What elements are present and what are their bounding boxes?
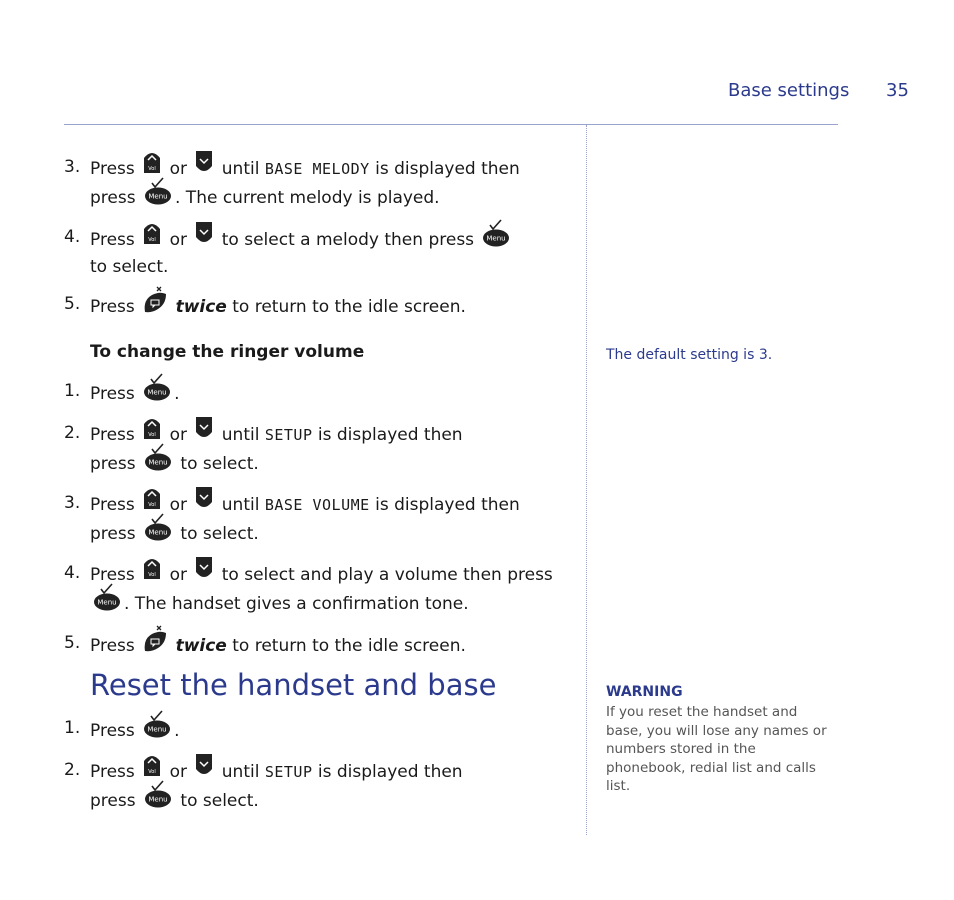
step-text: . [174, 384, 180, 404]
vol-up-icon [142, 220, 162, 254]
reset-steps [64, 716, 564, 828]
svg-text:Menu: Menu [147, 388, 167, 397]
warning-title: WARNING [606, 684, 683, 700]
sidebar-note: The default setting is 3. [606, 347, 773, 363]
list-item [64, 561, 564, 619]
step-text: or [169, 495, 187, 515]
step-number: 3. [64, 157, 81, 177]
menu-tick-icon [143, 513, 173, 549]
step-text: or [169, 565, 187, 585]
lcd-text: BASE MELODY [264, 160, 370, 178]
step-text: Press [90, 297, 135, 317]
step-number: 5. [64, 633, 81, 653]
step-text: Press [90, 425, 135, 445]
list-item [64, 631, 564, 661]
vol-down-icon [194, 220, 214, 254]
step-text: press [90, 188, 136, 208]
step-text: to select. [180, 791, 259, 811]
step-text: to select. [180, 454, 259, 474]
lcd-text: BASE VOLUME [264, 496, 370, 514]
svg-text:Menu: Menu [147, 725, 167, 734]
vol-down-icon [194, 555, 214, 589]
step-number: 4. [64, 227, 81, 247]
step-text: Press [90, 159, 135, 179]
step-text: to select a melody then press [221, 230, 475, 250]
vol-up-icon [142, 555, 162, 589]
list-item [64, 379, 564, 409]
lcd-text: SETUP [264, 426, 313, 444]
step-text: until [221, 425, 260, 445]
step-text: press [90, 454, 136, 474]
step-text: until [221, 159, 260, 179]
menu-tick-icon [143, 780, 173, 816]
step-text: is displayed then [375, 159, 520, 179]
end-call-icon [142, 286, 168, 322]
section-subheading: To change the ringer volume [90, 342, 365, 362]
step-text: . [174, 721, 180, 741]
step-number: 3. [64, 493, 81, 513]
step-text: is displayed then [375, 495, 520, 515]
step-text: is displayed then [317, 425, 463, 445]
emphasis-text: twice [175, 297, 227, 317]
ringer-steps [64, 379, 564, 673]
step-number: 1. [64, 381, 81, 401]
vol-down-icon [194, 149, 214, 183]
running-header-title: Base settings [728, 80, 850, 101]
step-text: or [169, 230, 187, 250]
svg-text:Vol: Vol [148, 502, 156, 508]
step-text: to return to the idle screen. [232, 636, 466, 656]
step-text: . The handset gives a confirmation tone. [124, 594, 469, 614]
svg-text:Menu: Menu [148, 528, 168, 537]
step-number: 2. [64, 423, 81, 443]
step-text: is displayed then [317, 762, 463, 782]
menu-tick-icon [143, 177, 173, 213]
header-divider [64, 124, 838, 125]
svg-text:Menu: Menu [148, 458, 168, 467]
list-item [64, 225, 564, 280]
step-text: to select and play a volume then press [221, 565, 553, 585]
svg-text:Menu: Menu [148, 192, 168, 201]
step-text: press [90, 791, 136, 811]
list-item [64, 758, 564, 816]
warning-body: If you reset the handset and base, you will lose any names or numbers stored in the phonebook, redial list and calls list. [606, 704, 827, 794]
step-text: Press [90, 762, 135, 782]
menu-tick-icon [143, 443, 173, 479]
step-text: until [221, 762, 260, 782]
page-number: 35 [886, 80, 909, 101]
svg-text:Vol: Vol [148, 237, 156, 243]
step-number: 5. [64, 294, 81, 314]
list-item [64, 421, 564, 479]
step-text: to select. [180, 524, 259, 544]
step-number: 1. [64, 718, 81, 738]
vol-down-icon [194, 752, 214, 786]
step-text: to select. [90, 257, 169, 277]
step-text: Press [90, 721, 135, 741]
step-text: or [169, 762, 187, 782]
svg-text:Vol: Vol [148, 769, 156, 775]
step-text: . The current melody is played. [175, 188, 440, 208]
step-number: 2. [64, 760, 81, 780]
step-text: Press [90, 565, 135, 585]
menu-tick-icon [142, 710, 172, 746]
step-text: until [221, 495, 260, 515]
menu-tick-icon [92, 583, 122, 619]
svg-text:Vol: Vol [148, 166, 156, 172]
list-item [64, 491, 564, 549]
column-divider [586, 125, 587, 835]
step-text: or [169, 159, 187, 179]
menu-tick-icon [481, 219, 511, 255]
step-text: press [90, 524, 136, 544]
list-item [64, 155, 564, 213]
svg-text:Vol: Vol [148, 572, 156, 578]
menu-tick-icon [142, 373, 172, 409]
vol-down-icon [194, 485, 214, 519]
lcd-text: SETUP [264, 763, 313, 781]
svg-text:Menu: Menu [97, 598, 117, 607]
melody-steps [64, 155, 564, 334]
list-item [64, 292, 564, 322]
list-item [64, 716, 564, 746]
end-call-icon [142, 625, 168, 661]
svg-text:Menu: Menu [148, 795, 168, 804]
emphasis-text: twice [175, 636, 227, 656]
step-text: Press [90, 384, 135, 404]
svg-text:Menu: Menu [486, 234, 507, 243]
svg-text:Vol: Vol [148, 432, 156, 438]
step-text: to return to the idle screen. [232, 297, 466, 317]
vol-down-icon [194, 415, 214, 449]
section-heading: Reset the handset and base [90, 668, 497, 702]
step-text: Press [90, 636, 135, 656]
step-number: 4. [64, 563, 81, 583]
step-text: or [169, 425, 187, 445]
step-text: Press [90, 230, 135, 250]
step-text: Press [90, 495, 135, 515]
